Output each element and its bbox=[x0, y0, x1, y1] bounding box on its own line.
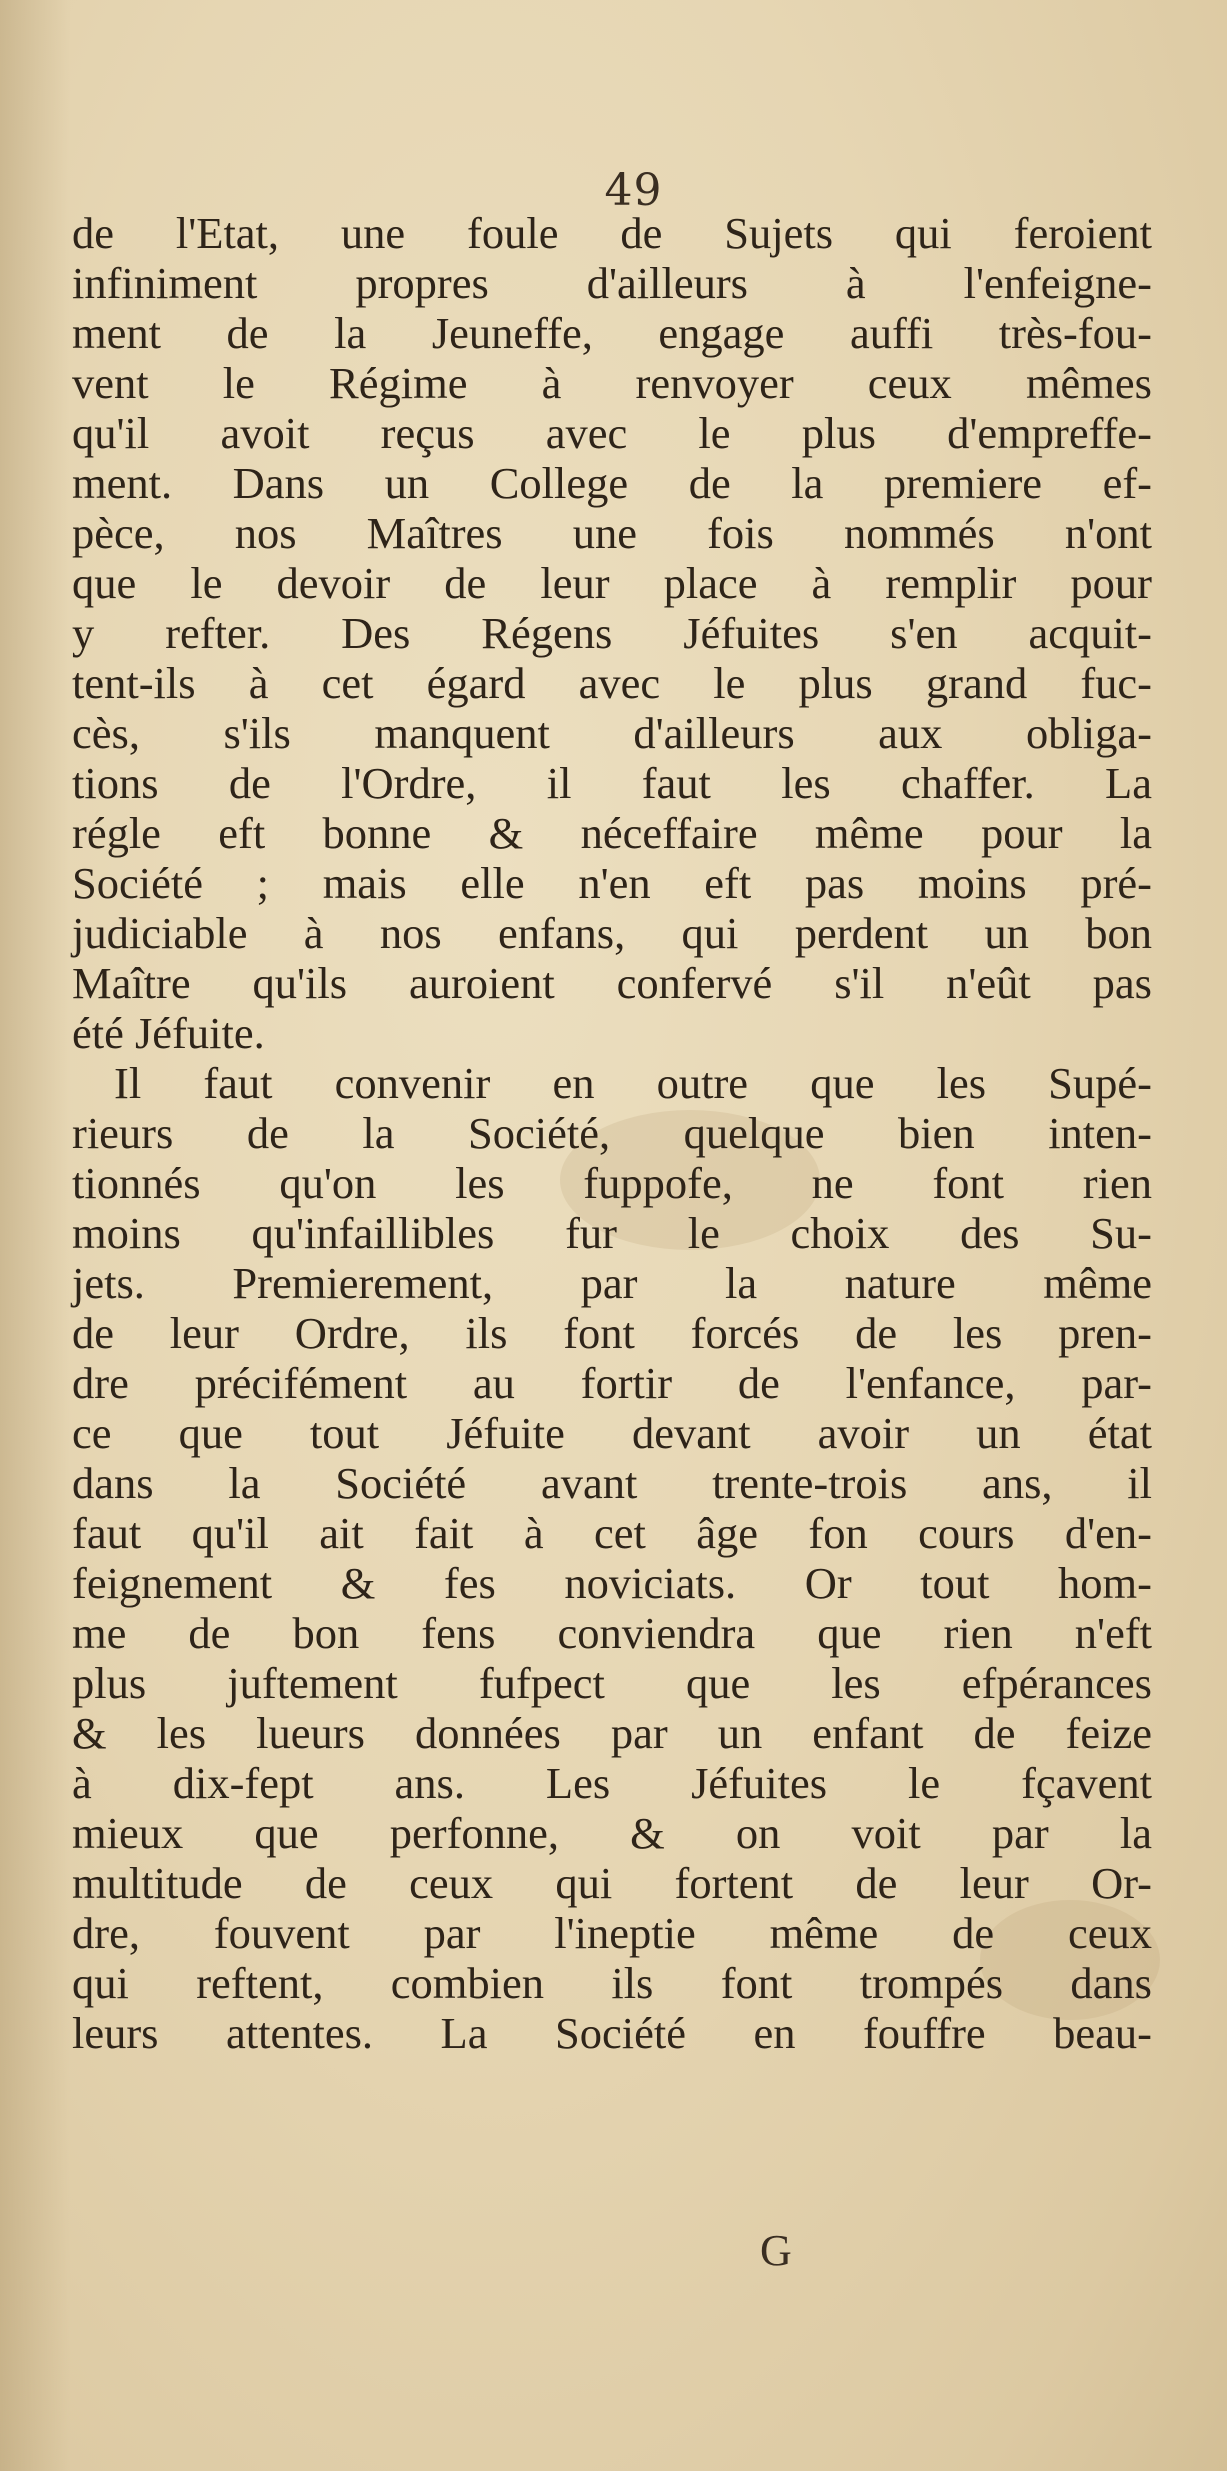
paragraph-2 bbox=[72, 1058, 1152, 2058]
text-line: de leur Ordre, ils font forcés de les pren- bbox=[72, 1308, 1152, 1358]
text-line: à dix-fept ans. Les Jéfuites le fçavent bbox=[72, 1758, 1152, 1808]
text-line: rieurs de la Société, quelque bien inten- bbox=[72, 1108, 1152, 1158]
text-line: pèce, nos Maîtres une fois nommés n'ont bbox=[72, 508, 1152, 558]
text-line: moins qu'infaillibles fur le choix des Su- bbox=[72, 1208, 1152, 1258]
text-line: Il faut convenir en outre que les Supé- bbox=[114, 1058, 1152, 1108]
text-line: jets. Premierement, par la nature même bbox=[72, 1258, 1152, 1308]
text-line: cès, s'ils manquent d'ailleurs aux obliga- bbox=[72, 708, 1152, 758]
paragraph-1 bbox=[72, 208, 1152, 1058]
text-line: qu'il avoit reçus avec le plus d'empreffe- bbox=[72, 408, 1152, 458]
text-line: y refter. Des Régens Jéfuites s'en acquit- bbox=[72, 608, 1152, 658]
text-line: plus juftement fufpect que les efpérances bbox=[72, 1658, 1152, 1708]
text-line: qui reftent, combien ils font trompés dans bbox=[72, 1958, 1152, 2008]
text-line: tionnés qu'on les fuppofe, ne font rien bbox=[72, 1158, 1152, 1208]
text-line: mieux que perfonne, & on voit par la bbox=[72, 1808, 1152, 1858]
page-number: 49 bbox=[604, 165, 663, 216]
page-gutter-shadow bbox=[0, 0, 70, 2471]
text-line: de l'Etat, une foule de Sujets qui feroient bbox=[72, 208, 1152, 258]
signature-mark: G bbox=[760, 2226, 792, 2275]
text-line: me de bon fens conviendra que rien n'eft bbox=[72, 1608, 1152, 1658]
text-line: que le devoir de leur place à remplir pour bbox=[72, 558, 1152, 608]
text-line: Maître qu'ils auroient confervé s'il n'eût pas bbox=[72, 958, 1152, 1008]
text-line: multitude de ceux qui fortent de leur Or- bbox=[72, 1858, 1152, 1908]
text-line: faut qu'il ait fait à cet âge fon cours d'en- bbox=[72, 1508, 1152, 1558]
text-line: ce que tout Jéfuite devant avoir un état bbox=[72, 1408, 1152, 1458]
text-line: ment de la Jeuneffe, engage auffi très-fou- bbox=[72, 308, 1152, 358]
text-line: régle eft bonne & néceffaire même pour la bbox=[72, 808, 1152, 858]
text-line: dre, fouvent par l'ineptie même de ceux bbox=[72, 1908, 1152, 1958]
text-line: dans la Société avant trente-trois ans, il bbox=[72, 1458, 1152, 1508]
text-line: été Jéfuite. bbox=[72, 1008, 265, 1058]
text-line: & les lueurs données par un enfant de feize bbox=[72, 1708, 1152, 1758]
text-line: ment. Dans un College de la premiere ef- bbox=[72, 458, 1152, 508]
text-line: dre précifément au fortir de l'enfance, par- bbox=[72, 1358, 1152, 1408]
text-line: judiciable à nos enfans, qui perdent un bon bbox=[72, 908, 1152, 958]
text-line: tions de l'Ordre, il faut les chaffer. La bbox=[72, 758, 1152, 808]
text-line: vent le Régime à renvoyer ceux mêmes bbox=[72, 358, 1152, 408]
body-text bbox=[72, 208, 1152, 2058]
text-line: infiniment propres d'ailleurs à l'enfeigne- bbox=[72, 258, 1152, 308]
text-line: Société ; mais elle n'en eft pas moins pré- bbox=[72, 858, 1152, 908]
text-line: tent-ils à cet égard avec le plus grand fuc- bbox=[72, 658, 1152, 708]
text-line: leurs attentes. La Société en fouffre beau- bbox=[72, 2008, 1152, 2058]
text-line: feignement & fes noviciats. Or tout hom- bbox=[72, 1558, 1152, 1608]
